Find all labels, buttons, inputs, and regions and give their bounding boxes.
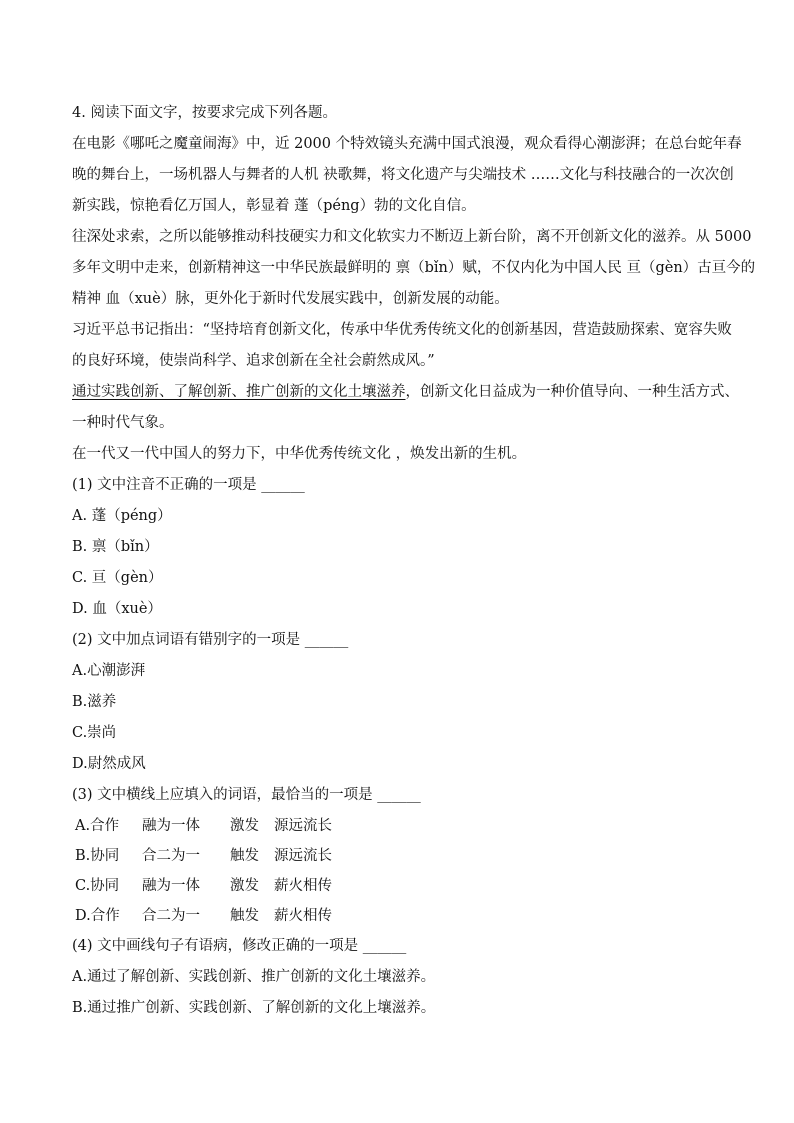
q3-option-d[interactable] bbox=[72, 901, 727, 931]
passage-text: ，创新文化日益成为一种价值导向、一种生活方式、 bbox=[405, 384, 739, 400]
q3-option-word: 薪火相传 bbox=[274, 878, 332, 894]
passage-line: 多年文明中走来，创新精神这一中华民族最鲜明的 禀（bǐn）赋，不仅内化为中国人民 亘（gèn）古亘今的 bbox=[72, 260, 756, 276]
q3-option-word: 融为一体 bbox=[142, 818, 200, 834]
passage-line: 习近平总书记指出：“坚持培育创新文化，传承中华优秀传统文化的创新基因，营造鼓励探索、宽容失败 bbox=[72, 322, 732, 338]
q3-option-label: A.合作 bbox=[75, 818, 120, 834]
q2-option-d[interactable]: D.尉然成风 bbox=[72, 756, 146, 772]
q3-stem: (3) 文中横线上应填入的词语，最恰当的一项是 ______ bbox=[72, 787, 421, 803]
passage-line-underlined bbox=[72, 377, 739, 408]
q2-option-a[interactable]: A.心潮澎湃 bbox=[72, 663, 146, 679]
q3-option-word: 合二为一 bbox=[142, 908, 200, 924]
q3-option-word: 激发 bbox=[230, 818, 259, 834]
q3-option-word: 源远流长 bbox=[274, 818, 332, 834]
passage-line: 晚的舞台上，一场机器人与舞者的人机 袂歌舞，将文化遗产与尖端技术 ……文化与科技融合的一次次创 bbox=[72, 167, 734, 183]
q3-option-label: B.协同 bbox=[75, 848, 120, 864]
q3-option-label: C.协同 bbox=[75, 878, 120, 894]
passage-line: 的良好环境，使崇尚科学、追求创新在全社会蔚然成风。” bbox=[72, 353, 435, 369]
underlined-sentence: 通过实践创新、了解创新、推广创新的文化土壤滋养 bbox=[72, 384, 406, 400]
q1-option-a[interactable]: A. 蓬（péng） bbox=[72, 508, 172, 524]
passage-line: 新实践，惊艳看亿万国人，彰显着 蓬（péng）勃的文化自信。 bbox=[72, 198, 476, 214]
passage-line: 在电影《哪吒之魔童闹海》中，近 2000 个特效镜头充满中国式浪漫，观众看得心潮澎湃；在总台蛇年春 bbox=[72, 136, 742, 152]
q2-option-c[interactable]: C.崇尚 bbox=[72, 725, 117, 741]
q3-option-word: 触发 bbox=[230, 908, 259, 924]
q1-option-d[interactable]: D. 血（xuè） bbox=[72, 601, 162, 617]
q2-stem: (2) 文中加点词语有错别字的一项是 ______ bbox=[72, 632, 349, 648]
q4-option-a[interactable]: A.通过了解创新、实践创新、推广创新的文化土壤滋养。 bbox=[72, 969, 436, 985]
question-header: 4. 阅读下面文字，按要求完成下列各题。 bbox=[72, 105, 337, 121]
q3-option-c[interactable] bbox=[72, 871, 727, 901]
q1-stem: (1) 文中注音不正确的一项是 ______ bbox=[72, 477, 305, 493]
q1-option-b[interactable]: B. 禀（bǐn） bbox=[72, 539, 159, 555]
q3-option-word: 源远流长 bbox=[274, 848, 332, 864]
q3-option-word: 触发 bbox=[230, 848, 259, 864]
q3-option-word: 薪火相传 bbox=[274, 908, 332, 924]
passage-line: 一种时代气象。 bbox=[72, 415, 174, 431]
q2-option-b[interactable]: B.滋养 bbox=[72, 694, 117, 710]
q1-option-c[interactable]: C. 亘（gèn） bbox=[72, 570, 163, 586]
q3-option-b[interactable] bbox=[72, 841, 727, 871]
q3-option-a[interactable] bbox=[72, 811, 727, 841]
passage-line: 往深处求索，之所以能够推动科技硬实力和文化软实力不断迈上新台阶，离不开创新文化的滋养。从 5000 bbox=[72, 229, 752, 245]
q3-option-word: 激发 bbox=[230, 878, 259, 894]
q3-option-word: 融为一体 bbox=[142, 878, 200, 894]
passage-line: 精神 血（xuè）脉，更外化于新时代发展实践中，创新发展的动能。 bbox=[72, 291, 509, 307]
passage-line: 在一代又一代中国人的努力下，中华优秀传统文化 ，焕发出新的生机。 bbox=[72, 446, 527, 462]
q4-option-b[interactable]: B.通过推广创新、实践创新、了解创新的文化上壤滋养。 bbox=[72, 1000, 436, 1016]
q3-option-label: D.合作 bbox=[75, 908, 120, 924]
q4-stem: (4) 文中画线句子有语病，修改正确的一项是 ______ bbox=[72, 938, 407, 954]
q3-option-word: 合二为一 bbox=[142, 848, 200, 864]
exam-page bbox=[72, 98, 756, 1024]
